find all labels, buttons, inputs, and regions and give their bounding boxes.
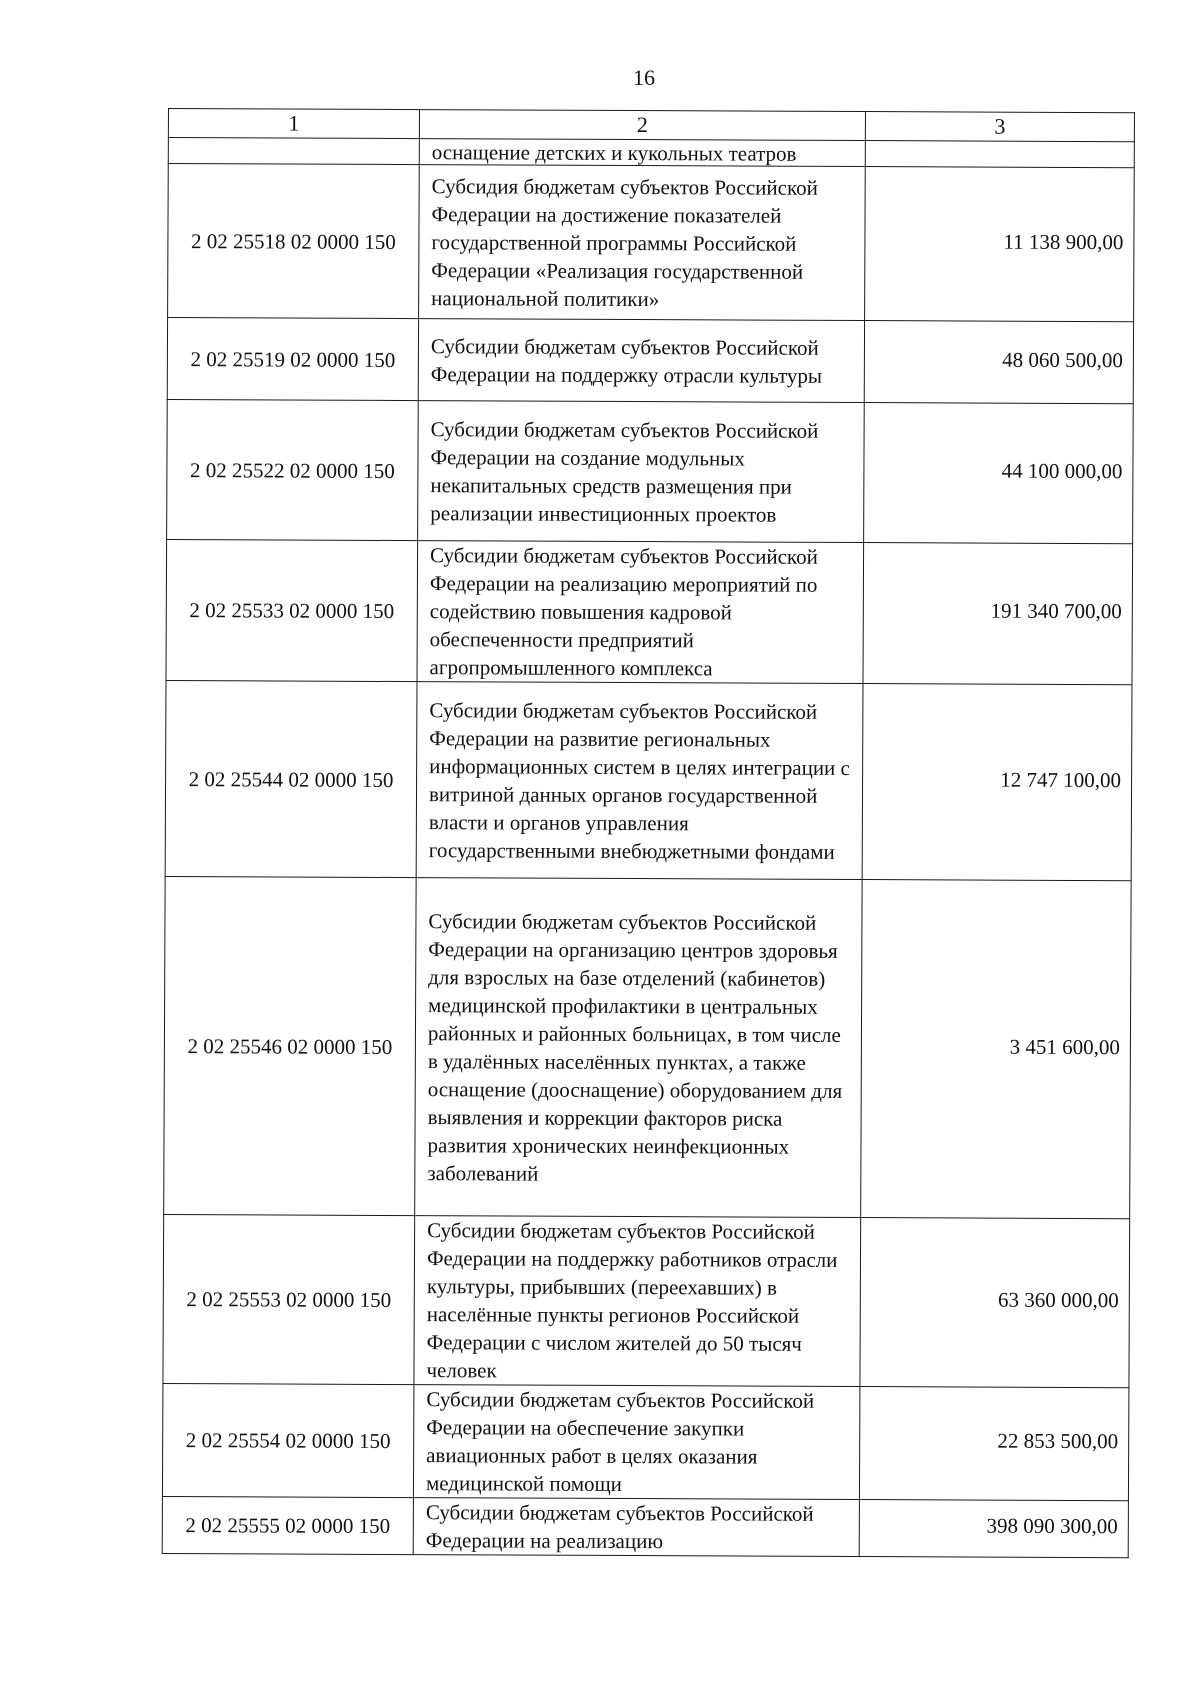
row-code: 2 02 25554 02 0000 150 [162,1383,413,1497]
row-description: оснащение детских и кукольных театров [419,139,865,167]
table-row [166,539,1133,684]
row-amount [865,167,1135,322]
row-amount [862,684,1132,881]
row-description: Субсидии бюджетам субъектов Российской Федерации на развитие региональных информационных систем в целях интеграции с витриной данных органов государственной власти и органов управления государственными внебюджетными фондами [416,682,863,880]
column-header-1: 1 [168,109,419,139]
row-code: 2 02 25553 02 0000 150 [163,1214,415,1384]
row-amount [861,880,1131,1219]
row-amount [860,1218,1130,1388]
revenue-table [162,108,1135,1558]
row-code: 2 02 25533 02 0000 150 [166,539,418,681]
row-amount-value: 11 138 900,00 [1003,229,1124,254]
row-description: Субсидии бюджетам субъектов Российской Федерации на поддержку работников отрасли культуры, прибывших (переехавших) в населённые пункты регионов Российской Федерации с числом жителей до 50 тысяч человек [414,1216,861,1387]
table-row [165,680,1132,880]
row-code: 2 02 25518 02 0000 150 [168,164,420,319]
row-description: Субсидии бюджетам субъектов Российской Федерации на поддержку отрасли культуры [418,319,864,403]
column-header-3: 3 [865,112,1134,142]
row-amount-value: 191 340 700,00 [990,598,1122,624]
row-amount [864,403,1134,544]
table-row [163,1214,1130,1387]
row-amount-value: 63 360 000,00 [998,1287,1119,1313]
row-description: Субсидия бюджетам субъектов Российской Федерации на достижение показателей государственной программы Российской Федерации «Реализация государственной национальной политики» [419,165,866,321]
row-amount-value: 3 451 600,00 [1009,1034,1120,1059]
row-amount-value: 44 100 000,00 [1001,458,1123,483]
table-row [167,318,1133,404]
row-code: 2 02 25519 02 0000 150 [167,318,418,401]
row-code: 2 02 25522 02 0000 150 [167,399,419,540]
row-description: Субсидии бюджетам субъектов Российской Федерации на организацию центров здоровья для взрослых на базе отделений (кабинетов) медицинской профилактики в центральных районных и районных больницах, в том числе в удалённых населённых пунктах, а также оснащение (дооснащение) оборудованием для выявления и коррекции факторов риска развития хронических неинфекционных заболеваний [415,878,862,1218]
row-code: 2 02 25544 02 0000 150 [165,680,417,877]
row-amount-value: 12 747 100,00 [1000,767,1122,792]
row-amount-value: 48 060 500,00 [1002,347,1123,372]
row-description: Субсидии бюджетам субъектов Российской Федерации на создание модульных некапитальных средств размещения при реализации инвестиционных проектов [418,401,865,543]
row-amount-value: 22 853 500,00 [997,1428,1119,1454]
row-description: Субсидии бюджетам субъектов Российской Федерации на реализацию мероприятий по содействию повышения кадровой обеспеченности предприятий агропромышленного комплекса [417,541,864,684]
row-code: 2 02 25555 02 0000 150 [162,1496,413,1554]
table-row [164,876,1131,1218]
row-amount-value: 398 090 300,00 [986,1513,1118,1539]
table-header-row [168,109,1134,142]
row-code [168,138,419,165]
row-amount [859,1387,1128,1501]
row-amount [863,543,1133,685]
row-amount [865,141,1134,168]
table-row [168,164,1135,322]
row-amount [859,1500,1128,1558]
table-row [167,399,1134,543]
column-header-2: 2 [419,110,865,141]
table-row [162,1383,1128,1500]
row-code: 2 02 25546 02 0000 150 [164,876,416,1215]
table-row [162,1496,1128,1557]
row-amount [864,321,1133,404]
row-description: Субсидии бюджетам субъектов Российской Федерации на обеспечение закупки авиационных работ в целях оказания медицинской помощи [413,1385,859,1500]
row-description: Субсидии бюджетам субъектов Российской Федерации на реализацию [413,1498,859,1557]
page-number: 16 [633,65,655,90]
